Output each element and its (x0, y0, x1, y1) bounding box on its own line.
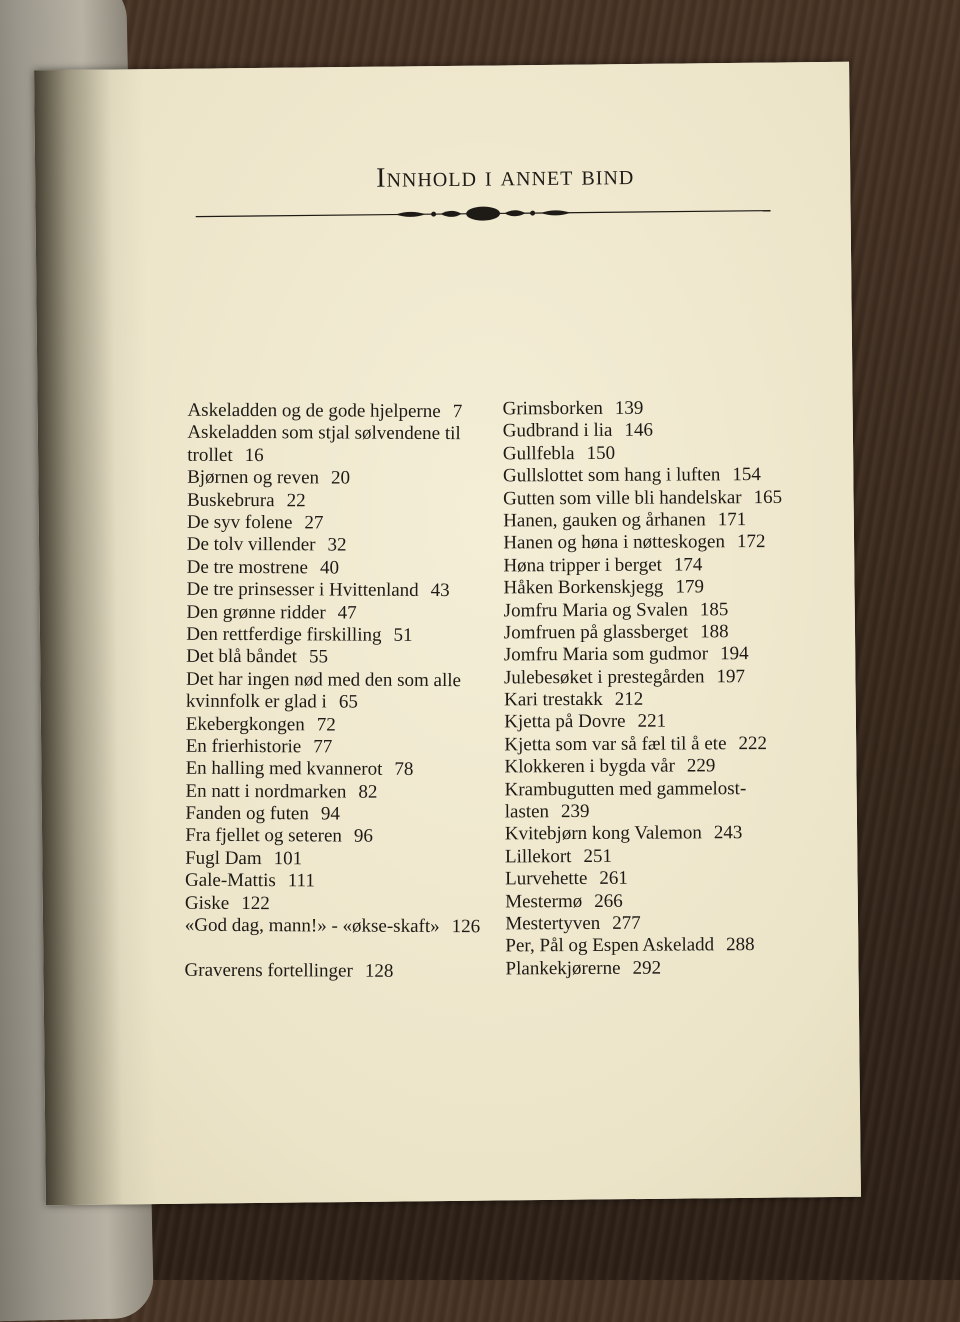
toc-entry-page: 94 (320, 803, 340, 825)
toc-entry-title: Askeladden som stjal sølvendene til trollet (187, 422, 461, 466)
toc-entry-title: En natt i nordmarken (185, 780, 347, 803)
toc-entry (504, 688, 824, 712)
ornament-divider (196, 201, 771, 227)
toc-entry-page: 47 (337, 602, 357, 624)
toc-entry-title: «God dag, mann!» - «økse-skaft» (184, 914, 440, 938)
toc-entry (504, 710, 824, 734)
toc-entry-page: 179 (675, 576, 704, 598)
toc-entry (503, 464, 823, 488)
toc-entry-page: 165 (753, 486, 783, 508)
toc-entry-title: Hanen, gauken og århanen (503, 509, 706, 532)
toc-entry (503, 531, 823, 555)
toc-entry-page: 7 (452, 401, 463, 423)
toc-entry (186, 758, 506, 782)
toc-right-column (503, 397, 826, 981)
toc-entry (503, 509, 823, 533)
toc-entry-title: Jomfru Maria og Svalen (503, 598, 688, 621)
toc-entry (503, 486, 823, 510)
toc-entry-title: Bjørnen og reven (187, 466, 320, 489)
toc-entry-title: Den rettferdige firskilling (186, 623, 382, 646)
toc-entry-page: 32 (327, 534, 347, 556)
toc-entry-title: De tolv villender (186, 534, 316, 556)
toc-entry-page: 185 (699, 598, 729, 620)
toc-entry (186, 713, 506, 737)
toc-entry-title: Gullslottet som hang i luften (502, 464, 721, 487)
toc-entry (187, 512, 507, 536)
toc-entry-title: Klokkeren i bygda vår (504, 755, 675, 778)
toc-entry-title: Hanen og høna i nøtteskogen (503, 531, 725, 554)
toc-entry-page: 243 (713, 822, 743, 844)
toc-entry (187, 556, 507, 580)
toc-entry-title: Fanden og futen (185, 802, 309, 825)
toc-entry-title: Plankekjørerne (505, 957, 621, 980)
toc-entry-page: 101 (273, 848, 303, 870)
toc-entry-page: 82 (358, 781, 378, 803)
book-page (34, 62, 861, 1205)
toc-entry-page: 212 (614, 688, 644, 710)
toc-entry-page: 55 (308, 646, 329, 668)
toc-entry-page: 251 (583, 845, 612, 867)
toc-entry (504, 643, 824, 667)
toc-entry (185, 780, 505, 804)
toc-entry-page: 65 (338, 691, 358, 713)
toc-entry (187, 489, 507, 513)
toc-entry-title: De tre prinsesser i Hvittenland (186, 578, 419, 602)
toc-entry-page: 16 (244, 444, 264, 466)
toc-entry (505, 889, 825, 913)
toc-entry-title: Det blå båndet (186, 646, 298, 668)
toc-entry-page: 72 (316, 713, 336, 735)
toc-entry-title: Gutten som ville bli handelskar (503, 486, 742, 509)
toc-entry-page: 197 (716, 665, 746, 687)
toc-entry-title: Kari trestakk (504, 688, 603, 711)
toc-entry (504, 733, 824, 757)
toc-entry (503, 442, 823, 466)
toc-entry-title: Høna tripper i berget (503, 554, 662, 577)
toc-entry (505, 957, 825, 981)
toc-entry-title: Jomfru Maria som gudmor (503, 643, 709, 666)
toc-entry (187, 467, 507, 491)
toc-entry (185, 848, 505, 872)
toc-entry-title: Ekebergkongen (185, 713, 305, 735)
toc-entry (505, 845, 825, 869)
toc-entry-title: De syv folene (186, 511, 293, 534)
toc-entry (503, 576, 823, 600)
toc-entry-title: Kjetta på Dovre (504, 711, 626, 733)
toc-entry-page: 96 (353, 826, 373, 848)
toc-entry (503, 553, 823, 577)
toc-entry (504, 665, 824, 689)
toc-entry (503, 397, 823, 421)
toc-entry-title: Per, Pål og Espen Askeladd (505, 934, 715, 957)
toc-entry-page: 78 (394, 759, 414, 781)
toc-entry-title: Krambugutten med gammelost-lasten (504, 777, 747, 823)
toc-entry (185, 915, 505, 961)
toc-entry-title: Graverens fortellinger (184, 959, 353, 982)
toc-entry-title: Kjetta som var så fæl til å ete (504, 733, 727, 756)
toc-entry-page: 172 (736, 531, 766, 553)
toc-entry (186, 668, 506, 714)
toc-entry-title: Mestertyven (505, 912, 601, 935)
toc-entry (505, 934, 825, 958)
toc-entry-title: Jomfruen på glassberget (503, 621, 689, 644)
toc-entry (186, 736, 506, 760)
toc-entry-title: Gudbrand i lia (502, 420, 613, 442)
toc-entry-page: 139 (614, 397, 644, 419)
toc-entry-title: Fra fjellet og seteren (185, 825, 342, 847)
toc-entry-page: 128 (364, 960, 394, 982)
toc-entry-page: 221 (637, 711, 667, 733)
toc-entry (186, 646, 506, 670)
toc-entry-page: 239 (560, 801, 590, 823)
toc-entry-title: En frierhistorie (185, 735, 302, 758)
toc-entry-title: Lurvehette (505, 868, 588, 890)
toc-entry-page: 146 (624, 420, 654, 442)
toc-entry-page: 27 (304, 512, 324, 534)
toc-entry-title: En halling med kvannerot (185, 757, 383, 781)
page-title: Innhold i annet bind (376, 160, 635, 194)
toc-entry-page: 22 (286, 489, 306, 511)
toc-entry-page: 40 (319, 557, 340, 579)
toc-entry (185, 803, 505, 827)
toc-entry-page: 154 (732, 464, 761, 486)
toc-entry-title: Julebesøket i prestegården (503, 666, 705, 689)
toc-entry-title: Fugl Dam (185, 847, 262, 869)
toc-entry-page: 288 (726, 934, 755, 956)
toc-entry-title: Gale-Mattis (184, 869, 276, 892)
toc-entry-title: Buskebrura (186, 489, 275, 511)
toc-entry-title: De tre mostrene (186, 556, 309, 579)
toc-entry (503, 419, 823, 443)
toc-entry-page: 111 (287, 870, 315, 892)
toc-entry (505, 912, 825, 936)
toc-entry-title: Den grønne ridder (186, 601, 326, 623)
toc-entry (505, 867, 825, 891)
toc-entry-page: 188 (700, 621, 729, 643)
toc-entry-title: Grimsborken (502, 397, 603, 420)
toc-entry-title: Det har ingen nød med den som alle kvinnfolk er glad i (185, 668, 462, 713)
toc-entry (505, 777, 825, 823)
toc-entry-title: Håken Borkenskjegg (503, 576, 664, 599)
toc-entry-page: 292 (632, 957, 662, 979)
toc-entry (187, 422, 507, 468)
toc-entry-page: 194 (720, 643, 749, 665)
toc-entry-page: 126 (451, 916, 481, 938)
toc-entry (187, 400, 507, 424)
toc-entry (185, 825, 505, 849)
toc-entry-page: 43 (430, 580, 450, 602)
toc-entry (504, 621, 824, 645)
toc-entry (186, 601, 506, 625)
toc-left-column (184, 400, 507, 984)
toc-entry-title: Kvitebjørn kong Valemon (504, 822, 702, 845)
toc-entry-title: Gullfebla (502, 442, 575, 465)
toc-entry-page: 122 (241, 892, 270, 914)
toc-entry-page: 77 (313, 736, 333, 758)
toc-entry-title: Lillekort (504, 845, 572, 868)
toc-entry (505, 822, 825, 846)
toc-entry (504, 755, 824, 779)
toc-entry (186, 579, 506, 603)
page-gutter-shadow (34, 69, 156, 1205)
toc-entry-page: 174 (673, 554, 703, 576)
toc-entry-page: 266 (594, 890, 623, 912)
toc-entry-page: 150 (586, 442, 616, 464)
toc-entry-page: 261 (599, 867, 628, 890)
toc-entry-title: Mestermø (505, 890, 583, 913)
toc-entry-page: 222 (738, 732, 768, 755)
toc-entry (504, 598, 824, 622)
toc-entry-page: 51 (393, 624, 413, 646)
toc-entry-title: Giske (184, 892, 230, 914)
toc-entry (185, 870, 505, 894)
toc-entry-page: 171 (717, 509, 747, 531)
toc-entry (184, 960, 504, 984)
toc-entry-title: Askeladden og de gode hjelperne (187, 399, 441, 423)
toc-entry (185, 892, 505, 916)
toc-entry (187, 534, 507, 558)
toc-entry-page: 277 (612, 912, 641, 934)
toc-entry-page: 229 (686, 755, 716, 777)
toc-entry-page: 20 (330, 467, 351, 489)
toc-entry (186, 624, 506, 648)
